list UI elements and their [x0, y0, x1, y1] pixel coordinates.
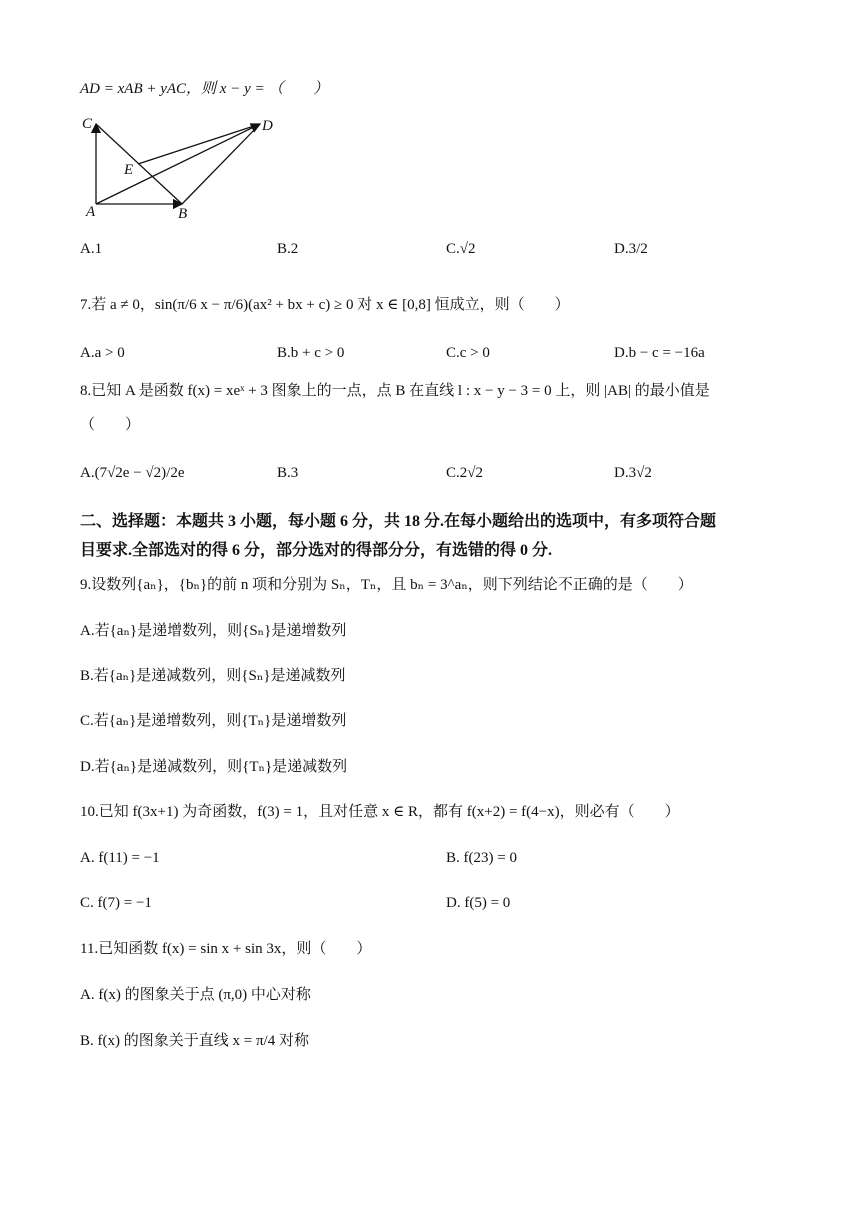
q6-option-c: C.√2 [446, 241, 476, 257]
q8-option-d: D.3√2 [614, 465, 652, 481]
label-b: B [178, 206, 188, 222]
q10-stem: 10.已知 f(3x+1) 为奇函数，f(3) = 1，且对任意 x ∈ R，都有 f(x+2) = f(4−x)，则必有（ ） [80, 804, 680, 820]
q7-option-a: A.a > 0 [80, 345, 125, 361]
q8-stem: 8.已知 A 是函数 f(x) = xeˣ + 3 图象上的一点，点 B 在直线 l : x − y − 3 = 0 上，则 |AB| 的最小值是 [80, 383, 710, 399]
q6-option-b: B.2 [277, 241, 299, 257]
q8-paren: （ ） [80, 417, 141, 433]
q10-option-a: A. f(11) = −1 [80, 850, 160, 866]
section2-line2: 目要求.全部选对的得 6 分，部分选对的得部分分，有选错的得 0 分. [80, 542, 553, 559]
q9-option-c: C.若{aₙ}是递增数列，则{Tₙ}是递增数列 [80, 713, 347, 729]
q9-stem: 9.设数列{aₙ}，{bₙ}的前 n 项和分别为 Sₙ，Tₙ，且 bₙ = 3^aₙ，则下列结论不正确的是（ ） [80, 577, 693, 593]
q11-option-a: A. f(x) 的图象关于点 (π,0) 中心对称 [80, 987, 311, 1003]
label-d: D [262, 118, 273, 134]
segment-ed [138, 124, 260, 164]
q7-option-c: C.c > 0 [446, 345, 490, 361]
q6-stem-text: AD = xAB + yAC，则 x − y = （ ） [80, 81, 329, 97]
q10-option-b: B. f(23) = 0 [446, 850, 517, 866]
q7-stem: 7.若 a ≠ 0，sin(π/6 x − π/6)(ax² + bx + c) ≥ 0 对 x ∈ [0,8] 恒成立，则（ ） [80, 297, 570, 313]
q10-option-d: D. f(5) = 0 [446, 895, 511, 911]
q8-option-a: A.(7√2e − √2)/2e [80, 465, 185, 481]
q10-option-c: C. f(7) = −1 [80, 895, 152, 911]
q7-option-b: B.b + c > 0 [277, 345, 345, 361]
q7-option-d: D.b − c = −16a [614, 345, 705, 361]
q9-option-a: A.若{aₙ}是递增数列，则{Sₙ}是递增数列 [80, 623, 347, 639]
q6-option-a: A.1 [80, 241, 103, 257]
q6-option-d: D.3/2 [614, 241, 648, 257]
section2-line1: 二、选择题：本题共 3 小题，每小题 6 分，共 18 分.在每小题给出的选项中，有多项符合题 [80, 513, 717, 530]
q8-option-b: B.3 [277, 465, 299, 481]
q9-option-d: D.若{aₙ}是递减数列，则{Tₙ}是递减数列 [80, 759, 348, 775]
label-a: A [86, 204, 96, 220]
q8-option-c: C.2√2 [446, 465, 483, 481]
q11-stem: 11.已知函数 f(x) = sin x + sin 3x，则（ ） [80, 941, 372, 957]
segment-bd [182, 124, 260, 204]
segment-ad [96, 124, 260, 204]
q9-option-b: B.若{aₙ}是递减数列，则{Sₙ}是递减数列 [80, 668, 346, 684]
label-c: C [82, 116, 93, 132]
q6-figure [78, 112, 298, 222]
label-e: E [124, 162, 134, 178]
q6-stem [80, 80, 328, 98]
q11-option-b: B. f(x) 的图象关于直线 x = π/4 对称 [80, 1033, 309, 1049]
